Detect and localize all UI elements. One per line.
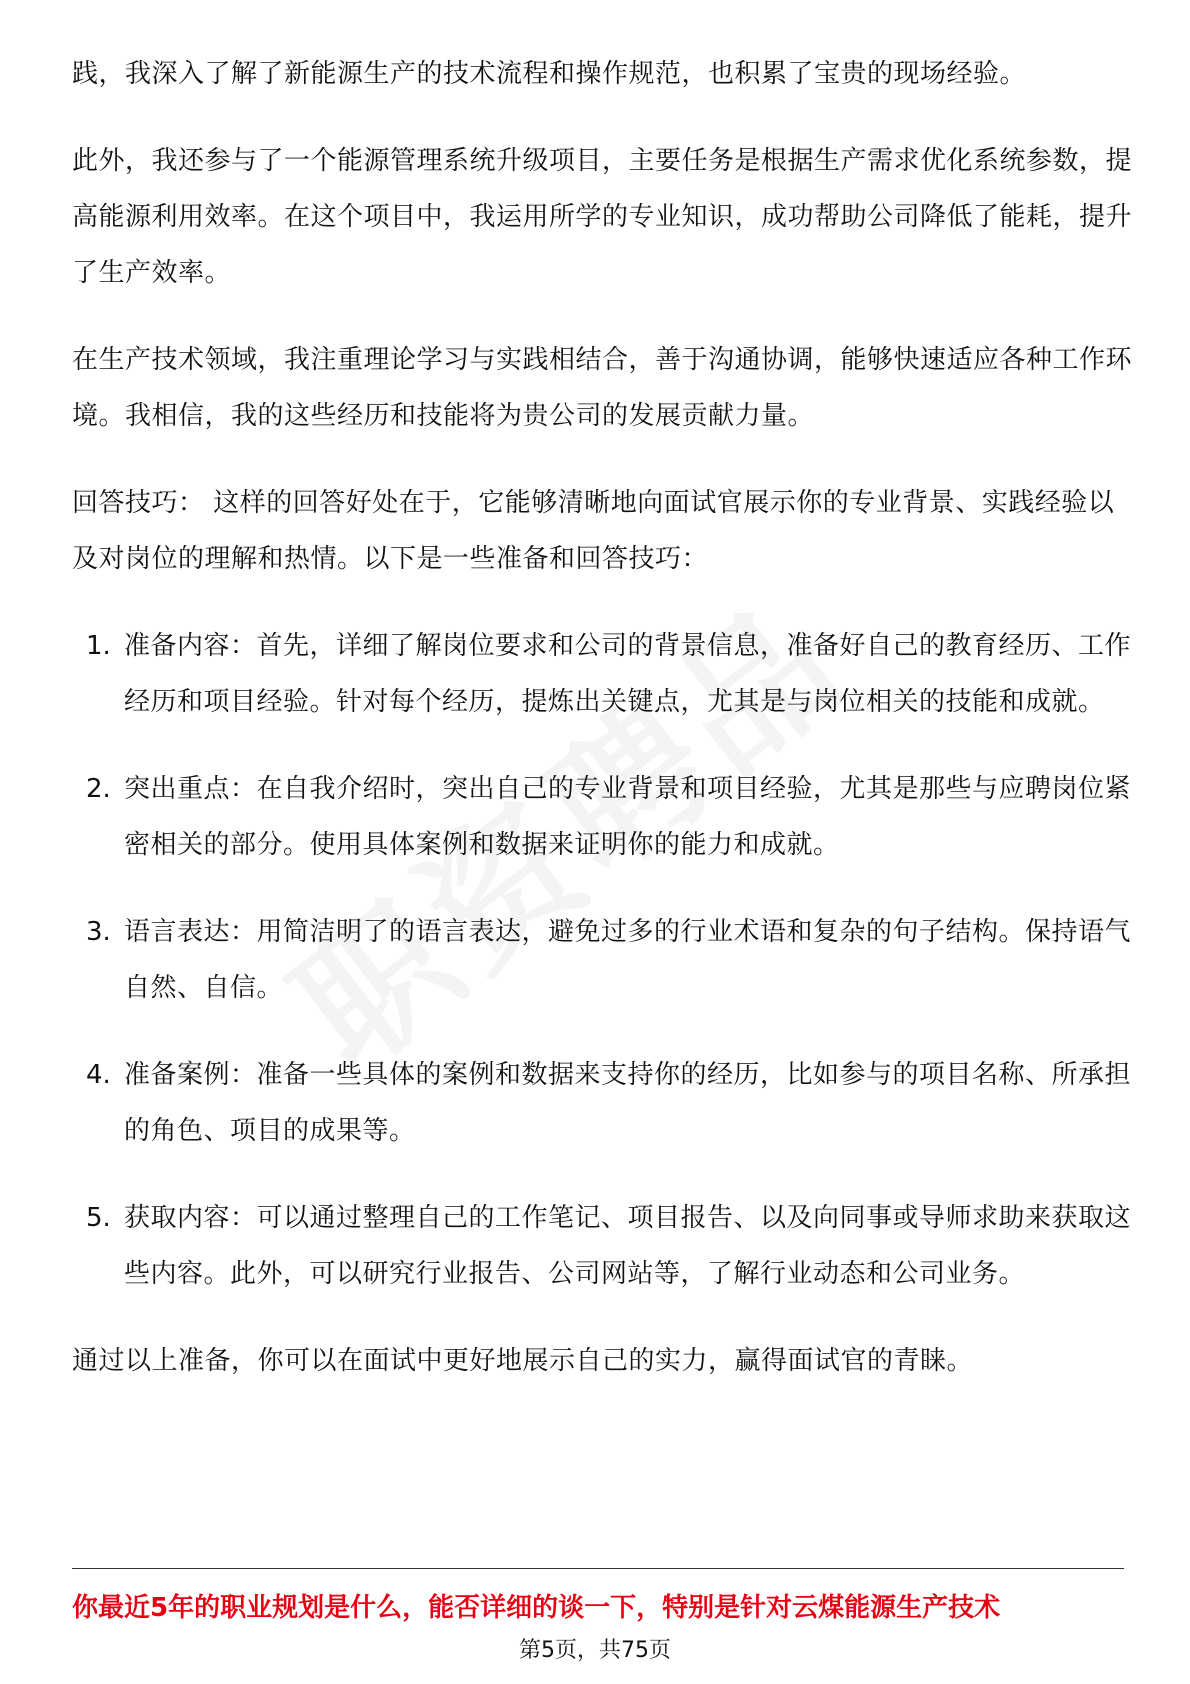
page-number: 第5页，共75页 — [519, 1638, 671, 1663]
tip-item-4 — [72, 1047, 1132, 1159]
tip-text: 获取内容：可以通过整理自己的工作笔记、项目报告、以及向同事或导师求助来获取这些内容。此外，可以研究行业报告、公司网站等，了解行业动态和公司业务。 — [124, 1203, 1132, 1289]
next-question-heading: 你最近5年的职业规划是什么，能否详细的谈一下，特别是针对云煤能源生产技术 — [72, 1593, 1001, 1623]
tip-number: 4. — [86, 1060, 111, 1090]
tip-number: 5. — [86, 1203, 111, 1233]
tip-item-2 — [72, 761, 1132, 873]
tip-item-1 — [72, 618, 1132, 730]
tip-item-5 — [72, 1190, 1132, 1302]
tip-number: 3. — [86, 917, 111, 947]
tip-text: 突出重点：在自我介绍时，突出自己的专业背景和项目经验，尤其是那些与应聘岗位紧密相关的部分。使用具体案例和数据来证明你的能力和成就。 — [124, 774, 1132, 860]
tip-number: 2. — [86, 774, 111, 804]
tip-item-3 — [72, 904, 1132, 1016]
tip-text: 准备案例：准备一些具体的案例和数据来支持你的经历，比如参与的项目名称、所承担的角色、项目的成果等。 — [124, 1060, 1132, 1146]
page-content — [72, 46, 1132, 1389]
paragraph-summary: 在生产技术领域，我注重理论学习与实践相结合，善于沟通协调，能够快速适应各种工作环境。我相信，我的这些经历和技能将为贵公司的发展贡献力量。 — [72, 345, 1133, 431]
paragraph-answer-tips: 回答技巧： 这样的回答好处在于，它能够清晰地向面试官展示你的专业背景、实践经验以及对岗位的理解和热情。以下是一些准备和回答技巧： — [72, 488, 1115, 574]
tip-number: 1. — [86, 631, 111, 661]
tip-text: 语言表达：用简洁明了的语言表达，避免过多的行业术语和复杂的句子结构。保持语气自然、自信。 — [124, 917, 1132, 1003]
paragraph-closing: 通过以上准备，你可以在面试中更好地展示自己的实力，赢得面试官的青睐。 — [72, 1346, 974, 1376]
section-divider — [72, 1568, 1124, 1569]
paragraph-continuation: 践，我深入了解了新能源生产的技术流程和操作规范，也积累了宝贵的现场经验。 — [72, 59, 1027, 89]
tip-text: 准备内容：首先，详细了解岗位要求和公司的背景信息，准备好自己的教育经历、工作经历和项目经验。针对每个经历，提炼出关键点，尤其是与岗位相关的技能和成就。 — [124, 631, 1132, 717]
paragraph-project: 此外，我还参与了一个能源管理系统升级项目，主要任务是根据生产需求优化系统参数，提高能源利用效率。在这个项目中，我运用所学的专业知识，成功帮助公司降低了能耗，提升了生产效率。 — [72, 146, 1133, 288]
